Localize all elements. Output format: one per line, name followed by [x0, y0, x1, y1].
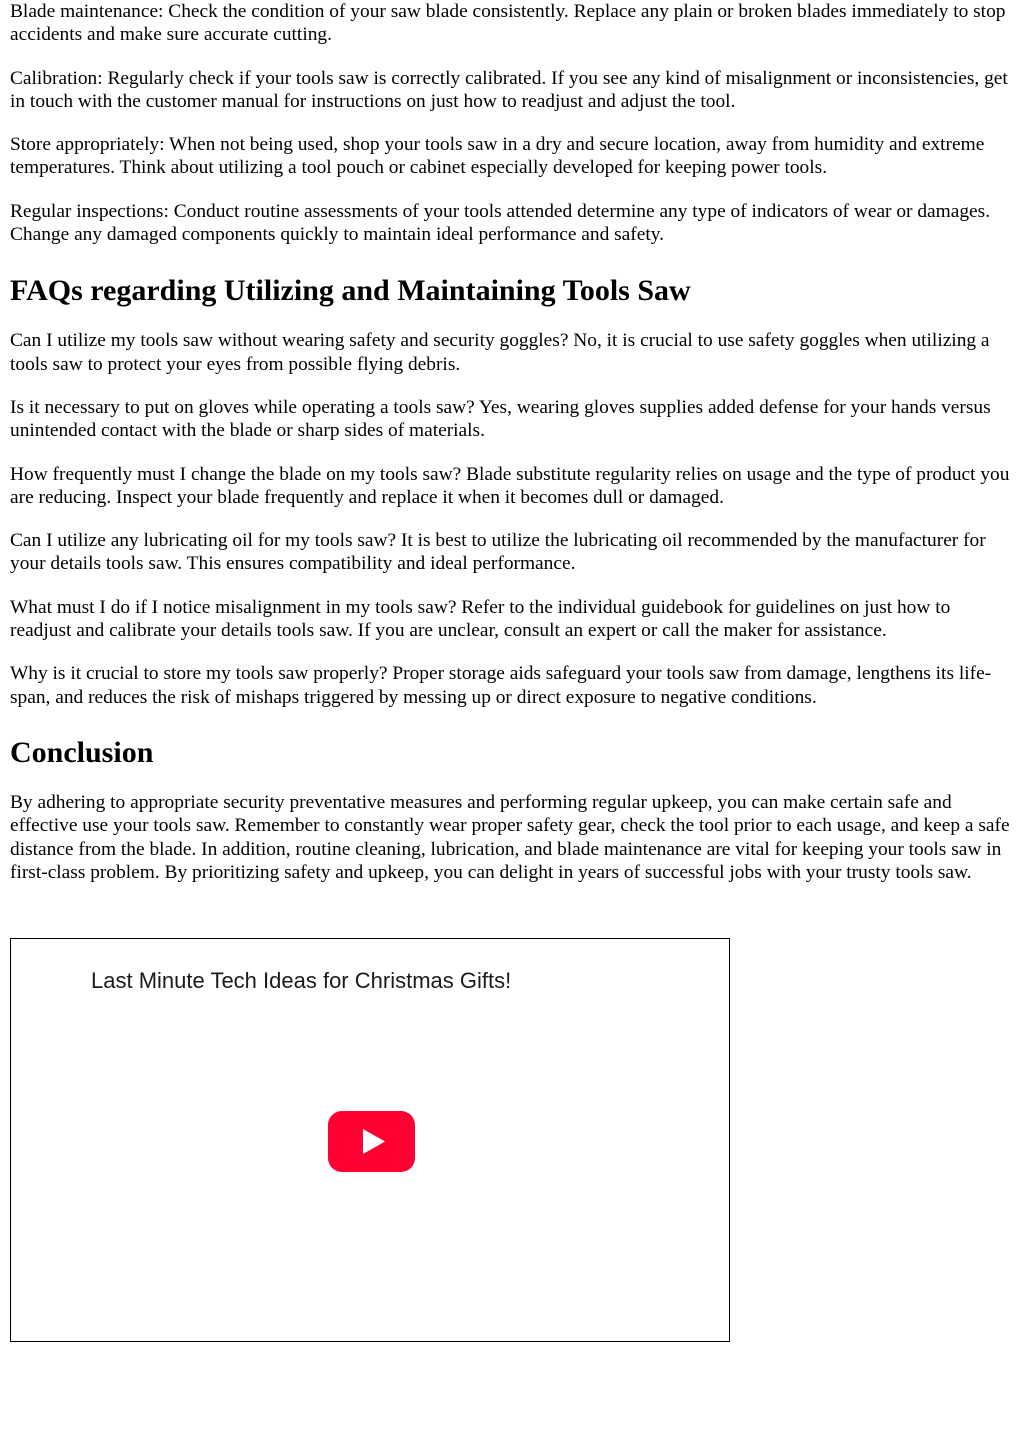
paragraph-regular-inspections: Regular inspections: Conduct routine assessments of your tools attended determine any type of indicators of wear or damages. Change any damaged components quickly to maintain ideal performance and safety.	[10, 200, 991, 246]
faq-heading: FAQs regarding Utilizing and Maintaining Tools Saw	[10, 274, 691, 308]
faq-item-gloves: Is it necessary to put on gloves while operating a tools saw? Yes, wearing gloves supplies added defense for your hands versus unintended contact with the blade or sharp sides of materials.	[10, 396, 991, 442]
paragraph-blade-maintenance: Blade maintenance: Check the condition of your saw blade consistently. Replace any plain or broken blades immediately to stop accidents and make sure accurate cutting.	[10, 1, 1006, 46]
paragraph-calibration: Calibration: Regularly check if your tools saw is correctly calibrated. If you see any kind of misalignment or inconsistencies, get in touch with the customer manual for instructions on just how to readjust and adjust the tool.	[10, 67, 1008, 112]
faq-item-goggles: Can I utilize my tools saw without wearing safety and security goggles? No, it is crucial to use safety goggles when utilizing a tools saw to protect your eyes from possible flying debris.	[10, 330, 990, 375]
youtube-play-icon	[328, 1111, 415, 1172]
conclusion-heading: Conclusion	[10, 735, 154, 769]
video-embed[interactable]	[10, 938, 730, 1342]
faq-item-blade-change: How frequently must I change the blade on my tools saw? Blade substitute regularity relies on usage and the type of product you are reducing. Inspect your blade frequently and replace it when it becomes dull or damaged.	[10, 463, 1010, 508]
youtube-play-button[interactable]	[328, 1111, 415, 1172]
article-body	[10, 0, 1016, 904]
video-title[interactable]: Last Minute Tech Ideas for Christmas Gifts!	[91, 968, 512, 993]
conclusion-paragraph: By adhering to appropriate security preventative measures and performing regular upkeep, you can make certain safe and effective use your tools saw. Remember to constantly wear proper safety gear, check the tool prior to each usage, and keep a safe distance from the blade. In addition, routine cleaning, lubrication, and blade maintenance are vital for keeping your tools saw in first-class problem. By prioritizing safety and upkeep, you can delight in years of successful jobs with your trusty tools saw.	[10, 791, 1010, 883]
paragraph-store-appropriately: Store appropriately: When not being used, shop your tools saw in a dry and secure location, away from humidity and extreme temperatures. Think about utilizing a tool pouch or cabinet especially developed for keeping power tools.	[10, 134, 985, 179]
faq-item-storage: Why is it crucial to store my tools saw properly? Proper storage aids safeguard your tools saw from damage, lengthens its life-span, and reduces the risk of mishaps triggered by messing up or direct exposure to negative conditions.	[10, 663, 992, 708]
faq-item-misalignment: What must I do if I notice misalignment in my tools saw? Refer to the individual guidebook for guidelines on just how to readjust and calibrate your details tools saw. If you are unclear, consult an expert or call the maker for assistance.	[10, 596, 951, 642]
faq-item-lubricating-oil: Can I utilize any lubricating oil for my tools saw? It is best to utilize the lubricating oil recommended by the manufacturer for your details tools saw. This ensures compatibility and ideal performance.	[10, 530, 986, 575]
